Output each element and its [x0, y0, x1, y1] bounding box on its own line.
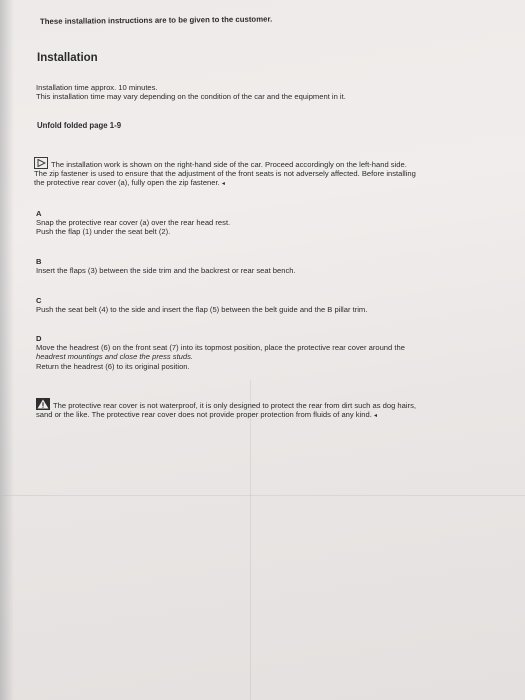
- info-line-2: The zip fastener is used to ensure that the adjustment of the front seats is not adversely affected. Before installing: [34, 169, 416, 179]
- step-text: headrest mountings and close the press studs.: [36, 352, 194, 362]
- step-letter: B: [36, 257, 42, 266]
- step-letter: A: [36, 209, 42, 218]
- info-line-1: The installation work is shown on the right-hand side of the car. Proceed accordingly on the left-hand side.: [51, 160, 407, 169]
- unfold-note: Unfold folded page 1-9: [37, 121, 122, 130]
- time-line-1: Installation time approx. 10 minutes.: [36, 83, 158, 92]
- step-text: Move the headrest (6) on the front seat (7) into its topmost position, place the protective rear cover around the: [36, 343, 405, 353]
- step-letter: C: [36, 296, 42, 305]
- end-mark: ◂: [221, 181, 225, 188]
- play-arrow-icon: [34, 157, 48, 169]
- step-a: [36, 209, 486, 237]
- page-title: Installation: [37, 52, 98, 64]
- warning-line-2: sand or the like. The protective rear cover does not provide proper protection from fluids of any kind.: [36, 410, 372, 420]
- customer-note: These installation instructions are to be given to the customer.: [39, 14, 273, 26]
- warning-icon: [36, 398, 50, 410]
- step-b: [36, 257, 486, 275]
- paper-fold: [0, 495, 525, 496]
- step-d: [36, 334, 496, 371]
- step-text: Insert the flaps (3) between the side trim and the backrest or rear seat bench.: [36, 266, 296, 276]
- step-c: [36, 296, 496, 314]
- warning-line-1: The protective rear cover is not waterproof, it is only designed to protect the rear from dirt such as dog hairs,: [53, 401, 416, 410]
- page-edge-shadow: [0, 0, 14, 700]
- paper-fold: [250, 380, 251, 700]
- warning-paragraph: [36, 398, 498, 421]
- step-text: Push the flap (1) under the seat belt (2).: [36, 227, 171, 237]
- end-mark: ◂: [373, 413, 377, 420]
- info-line-3: the protective rear cover (a), fully open the zip fastener.: [34, 178, 220, 188]
- step-letter: D: [36, 334, 42, 343]
- step-text: Push the seat belt (4) to the side and insert the flap (5) between the belt guide and the B pillar trim.: [36, 305, 368, 315]
- step-text: Snap the protective rear cover (a) over the rear head rest.: [36, 218, 231, 228]
- step-text: Return the headrest (6) to its original position.: [36, 361, 190, 371]
- time-line-2: This installation time may vary depending on the condition of the car and the equipment in it.: [36, 92, 346, 102]
- info-paragraph: [34, 157, 494, 190]
- installation-time: [36, 83, 486, 101]
